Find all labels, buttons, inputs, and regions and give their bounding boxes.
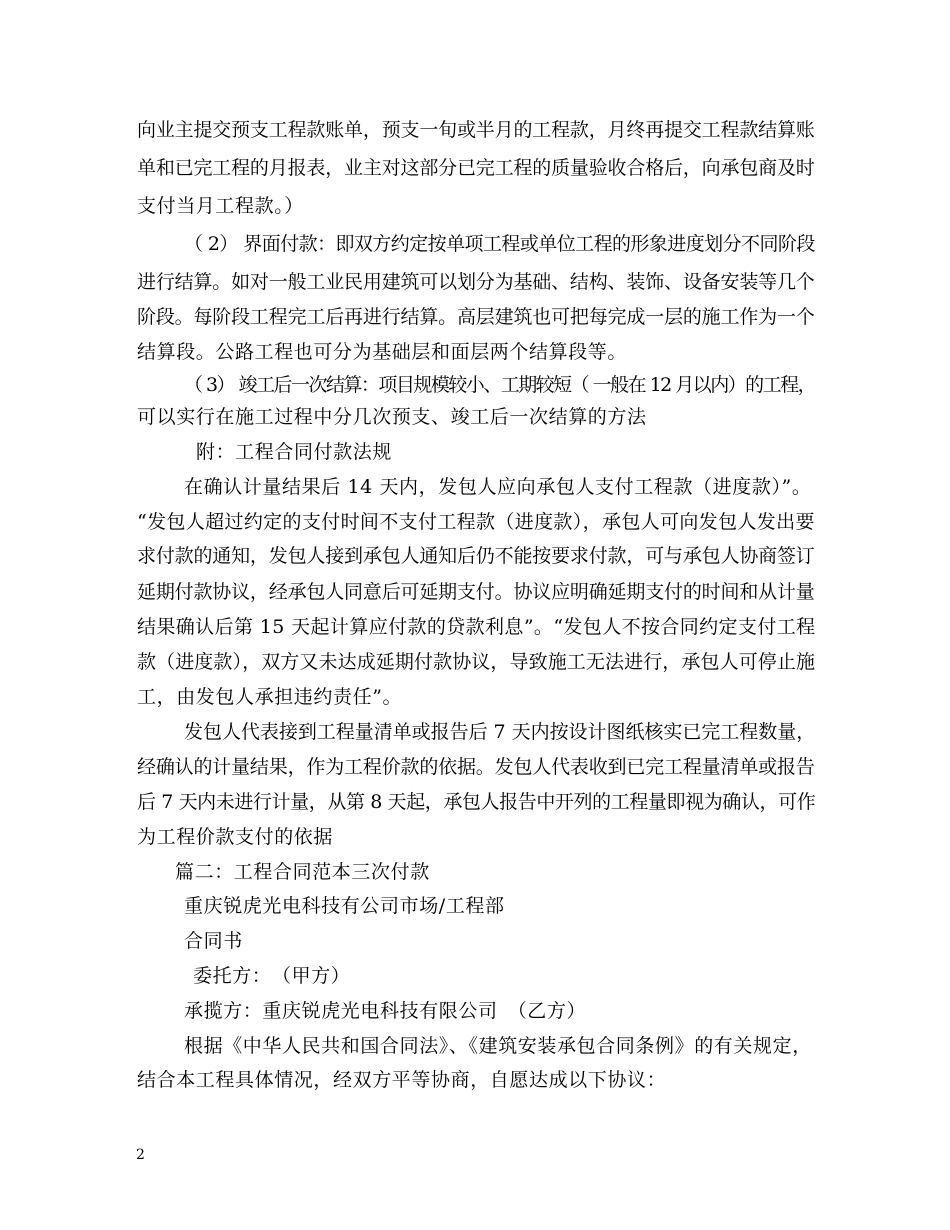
text-line: 阶段。每阶段工程完工后再进行结算。高层建筑也可把每完成一层的施工作为一个 xyxy=(137,306,815,328)
text-line: 后 7 天内未进行计量，从第 8 天起，承包人报告中开列的工程量即视为确认，可作 xyxy=(137,791,816,813)
page-number: 2 xyxy=(136,1147,145,1163)
text-line: 在确认计量结果后 14 天内，发包人应向承包人支付工程款（进度款）”。 xyxy=(184,476,812,498)
text-line: 可以实行在施工过程中分几次预支、竣工后一次结算的方法 xyxy=(137,406,647,428)
text-line: 经确认的计量结果，作为工程价款的依据。发包人代表收到已完工程量清单或报告 xyxy=(137,756,815,778)
text-line: 结算段。公路工程也可分为基础层和面层两个结算段等。 xyxy=(137,341,628,363)
text-line: 为工程价款支付的依据 xyxy=(137,826,334,848)
text-line: 款（进度款），双方又未达成延期付款协议，导致施工无法进行，承包人可停止施 xyxy=(137,651,816,673)
text-line: 篇二：工程合同范本三次付款 xyxy=(175,861,430,883)
text-line: 合同书 xyxy=(184,930,243,952)
text-line: 支付当月工程款。） xyxy=(137,195,304,217)
text-line: 求付款的通知，发包人接到承包人通知后仍不能按要求付款，可与承包人协商签订 xyxy=(137,545,815,567)
text-line: 发包人代表接到工程量清单或报告后 7 天内按设计图纸核实已完工程数量， xyxy=(184,721,816,743)
text-line: 结合本工程具体情况，经双方平等协商，自愿达成以下协议： xyxy=(137,1069,667,1091)
text-line: 根据《中华人民共和国合同法》、《建筑安装承包合同条例》的有关规定， xyxy=(184,1035,812,1057)
text-line: 单和已完工程的月报表，业主对这部分已完工程的质量验收合格后，向承包商及时 xyxy=(137,157,815,179)
text-line: 附：工程合同付款法规 xyxy=(196,441,393,463)
text-line: 重庆锐虎光电科技有公司市场/工程部 xyxy=(184,895,505,917)
text-line: （ 2） 界面付款：即双方约定按单项工程或单位工程的形象进度划分不同阶段 xyxy=(184,233,815,255)
text-line: “发包人超过约定的支付时间不支付工程款（进度款），承包人可向发包人发出要 xyxy=(137,511,815,533)
text-line: 进行结算。如对一般工业民用建筑可以划分为基础、结构、装饰、设备安装等几个 xyxy=(137,271,815,293)
text-line: （ 3） 竣工后一次结算：项目规模较小、工期较短（ 一般在 12 月以内）的工程， xyxy=(184,374,816,396)
text-line: 向业主提交预支工程款账单，预支一旬或半月的工程款，月终再提交工程款结算账 xyxy=(137,119,815,141)
text-line: 委托方： （甲方） xyxy=(193,965,351,987)
text-line: 延期付款协议，经承包人同意后可延期支付。协议应明确延期支付的时间和从计量 xyxy=(137,581,815,603)
text-line: 工，由发包人承担违约责任”。 xyxy=(137,686,403,708)
text-line: 结果确认后第 15 天起计算应付款的贷款利息”。“发包人不按合同约定支付工程 xyxy=(137,616,816,638)
text-line: 承揽方：重庆锐虎光电科技有限公司 （乙方） xyxy=(184,1000,587,1022)
